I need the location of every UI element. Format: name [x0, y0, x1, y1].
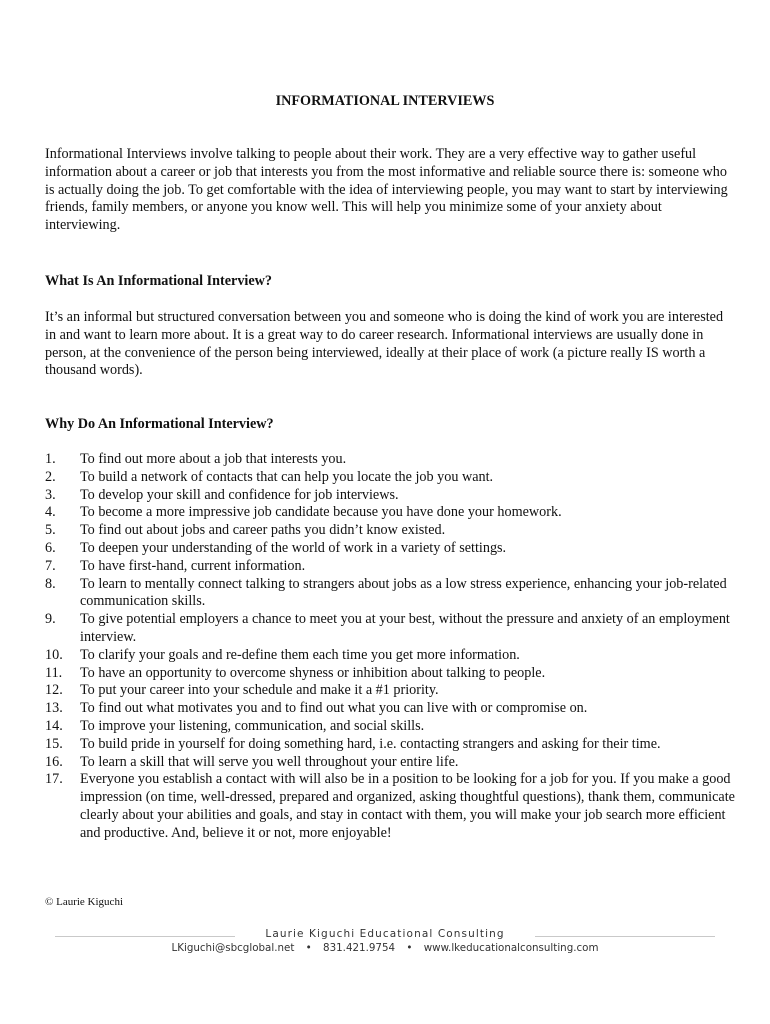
list-item-number: 4.: [45, 504, 56, 521]
section-heading-why: Why Do An Informational Interview?: [45, 416, 274, 432]
list-item: [45, 771, 735, 842]
list-item-number: 16.: [45, 753, 63, 770]
list-item: [45, 522, 735, 540]
list-item: [45, 700, 735, 718]
footer-company-name: Laurie Kiguchi Educational Consulting: [265, 928, 505, 940]
list-item-number: 9.: [45, 611, 56, 628]
footer-website: www.lkeducationalconsulting.com: [423, 942, 599, 954]
footer-email: LKiguchi@sbcglobal.net: [171, 942, 295, 954]
list-item: [45, 665, 735, 683]
list-item-number: 11.: [45, 664, 63, 681]
list-item-text: To deepen your understanding of the world of work in a variety of settings.: [80, 539, 507, 556]
list-item-number: 12.: [45, 682, 63, 699]
list-item-number: 7.: [45, 557, 56, 574]
reasons-list: [45, 451, 735, 843]
list-item-text: To have an opportunity to overcome shyness or inhibition about talking to people.: [80, 664, 546, 681]
list-item-text: Everyone you establish a contact with will also be in a position to be looking for a job for you. If you make a good impression (on time, well-dressed, prepared and organized, asking thoughtful questions), thank them, communicate clearly about your abilities and goals, and stay in contact with them, you will make your job search more efficient and productive. And, believe it or not, more enjoyable!: [80, 771, 735, 841]
section-body-what: It’s an informal but structured conversation between you and someone who is doing the kind of work you are interested in and want to learn more about. It is a great way to do career research. Informational interviews are usually done in person, at the convenience of the person being interviewed, ideally at their place of work (a picture really IS worth a thousand words).: [45, 309, 724, 379]
footer-divider-right: [535, 936, 715, 937]
list-item-number: 15.: [45, 735, 63, 752]
footer-contact-line: [0, 940, 770, 958]
list-item-text: To put your career into your schedule and make it a #1 priority.: [80, 682, 439, 699]
section-heading-what: What Is An Informational Interview?: [45, 273, 273, 289]
list-item: [45, 754, 735, 772]
list-item-text: To learn to mentally connect talking to strangers about jobs as a low stress experience, enhancing your job-related communication skills.: [80, 575, 727, 610]
list-item-number: 14.: [45, 717, 63, 734]
list-item-text: To give potential employers a chance to meet you at your best, without the pressure and anxiety of an employment interview.: [80, 611, 730, 645]
copyright-notice: © Laurie Kiguchi: [45, 896, 123, 908]
list-item: [45, 682, 735, 700]
list-item-text: To find out about jobs and career paths you didn’t know existed.: [80, 522, 446, 539]
list-item: [45, 540, 735, 558]
list-item: [45, 451, 735, 469]
list-item: [45, 504, 735, 522]
list-item: [45, 647, 735, 665]
list-item-text: To learn a skill that will serve you well throughout your entire life.: [80, 753, 459, 770]
intro-paragraph: Informational Interviews involve talking to people about their work. They are a very effective way to gather useful information about a career or job that interests you from the most informative and reliable source there is: someone who is actually doing the job. To get comfortable with the idea of interviewing people, you may want to start by interviewing friends, family members, or anyone you know well. This will help you minimize some of your anxiety about interviewing.: [45, 146, 728, 234]
list-item-text: To build pride in yourself for doing something hard, i.e. contacting strangers and asking for their time.: [80, 735, 661, 752]
list-item: [45, 736, 735, 754]
list-item-number: 3.: [45, 486, 56, 503]
list-item: [45, 718, 735, 736]
list-item: [45, 576, 735, 612]
list-item-number: 6.: [45, 539, 56, 556]
list-item: [45, 469, 735, 487]
list-item: [45, 558, 735, 576]
footer-separator: •: [406, 942, 413, 954]
list-item-number: 5.: [45, 522, 56, 539]
list-item-number: 2.: [45, 468, 56, 485]
list-item-text: To become a more impressive job candidate because you have done your homework.: [80, 504, 562, 521]
list-item: [45, 611, 735, 647]
list-item-text: To develop your skill and confidence for job interviews.: [80, 486, 399, 503]
list-item-text: To improve your listening, communication, and social skills.: [80, 717, 425, 734]
list-item-number: 8.: [45, 575, 56, 592]
list-item-number: 10.: [45, 646, 63, 663]
list-item-text: To build a network of contacts that can help you locate the job you want.: [80, 468, 494, 485]
list-item: [45, 487, 735, 505]
list-item-text: To clarify your goals and re-define them each time you get more information.: [80, 646, 520, 663]
footer-phone: 831.421.9754: [323, 942, 396, 954]
list-item-number: 1.: [45, 451, 56, 467]
list-item-number: 13.: [45, 700, 63, 717]
list-item-text: To find out more about a job that interests you.: [80, 451, 347, 467]
footer-separator: •: [305, 942, 312, 954]
list-item-text: To find out what motivates you and to find out what you can live with or compromise on.: [80, 700, 588, 717]
list-item-text: To have first-hand, current information.: [80, 557, 306, 574]
list-item-number: 17.: [45, 771, 63, 788]
page-title: INFORMATIONAL INTERVIEWS: [275, 93, 495, 109]
